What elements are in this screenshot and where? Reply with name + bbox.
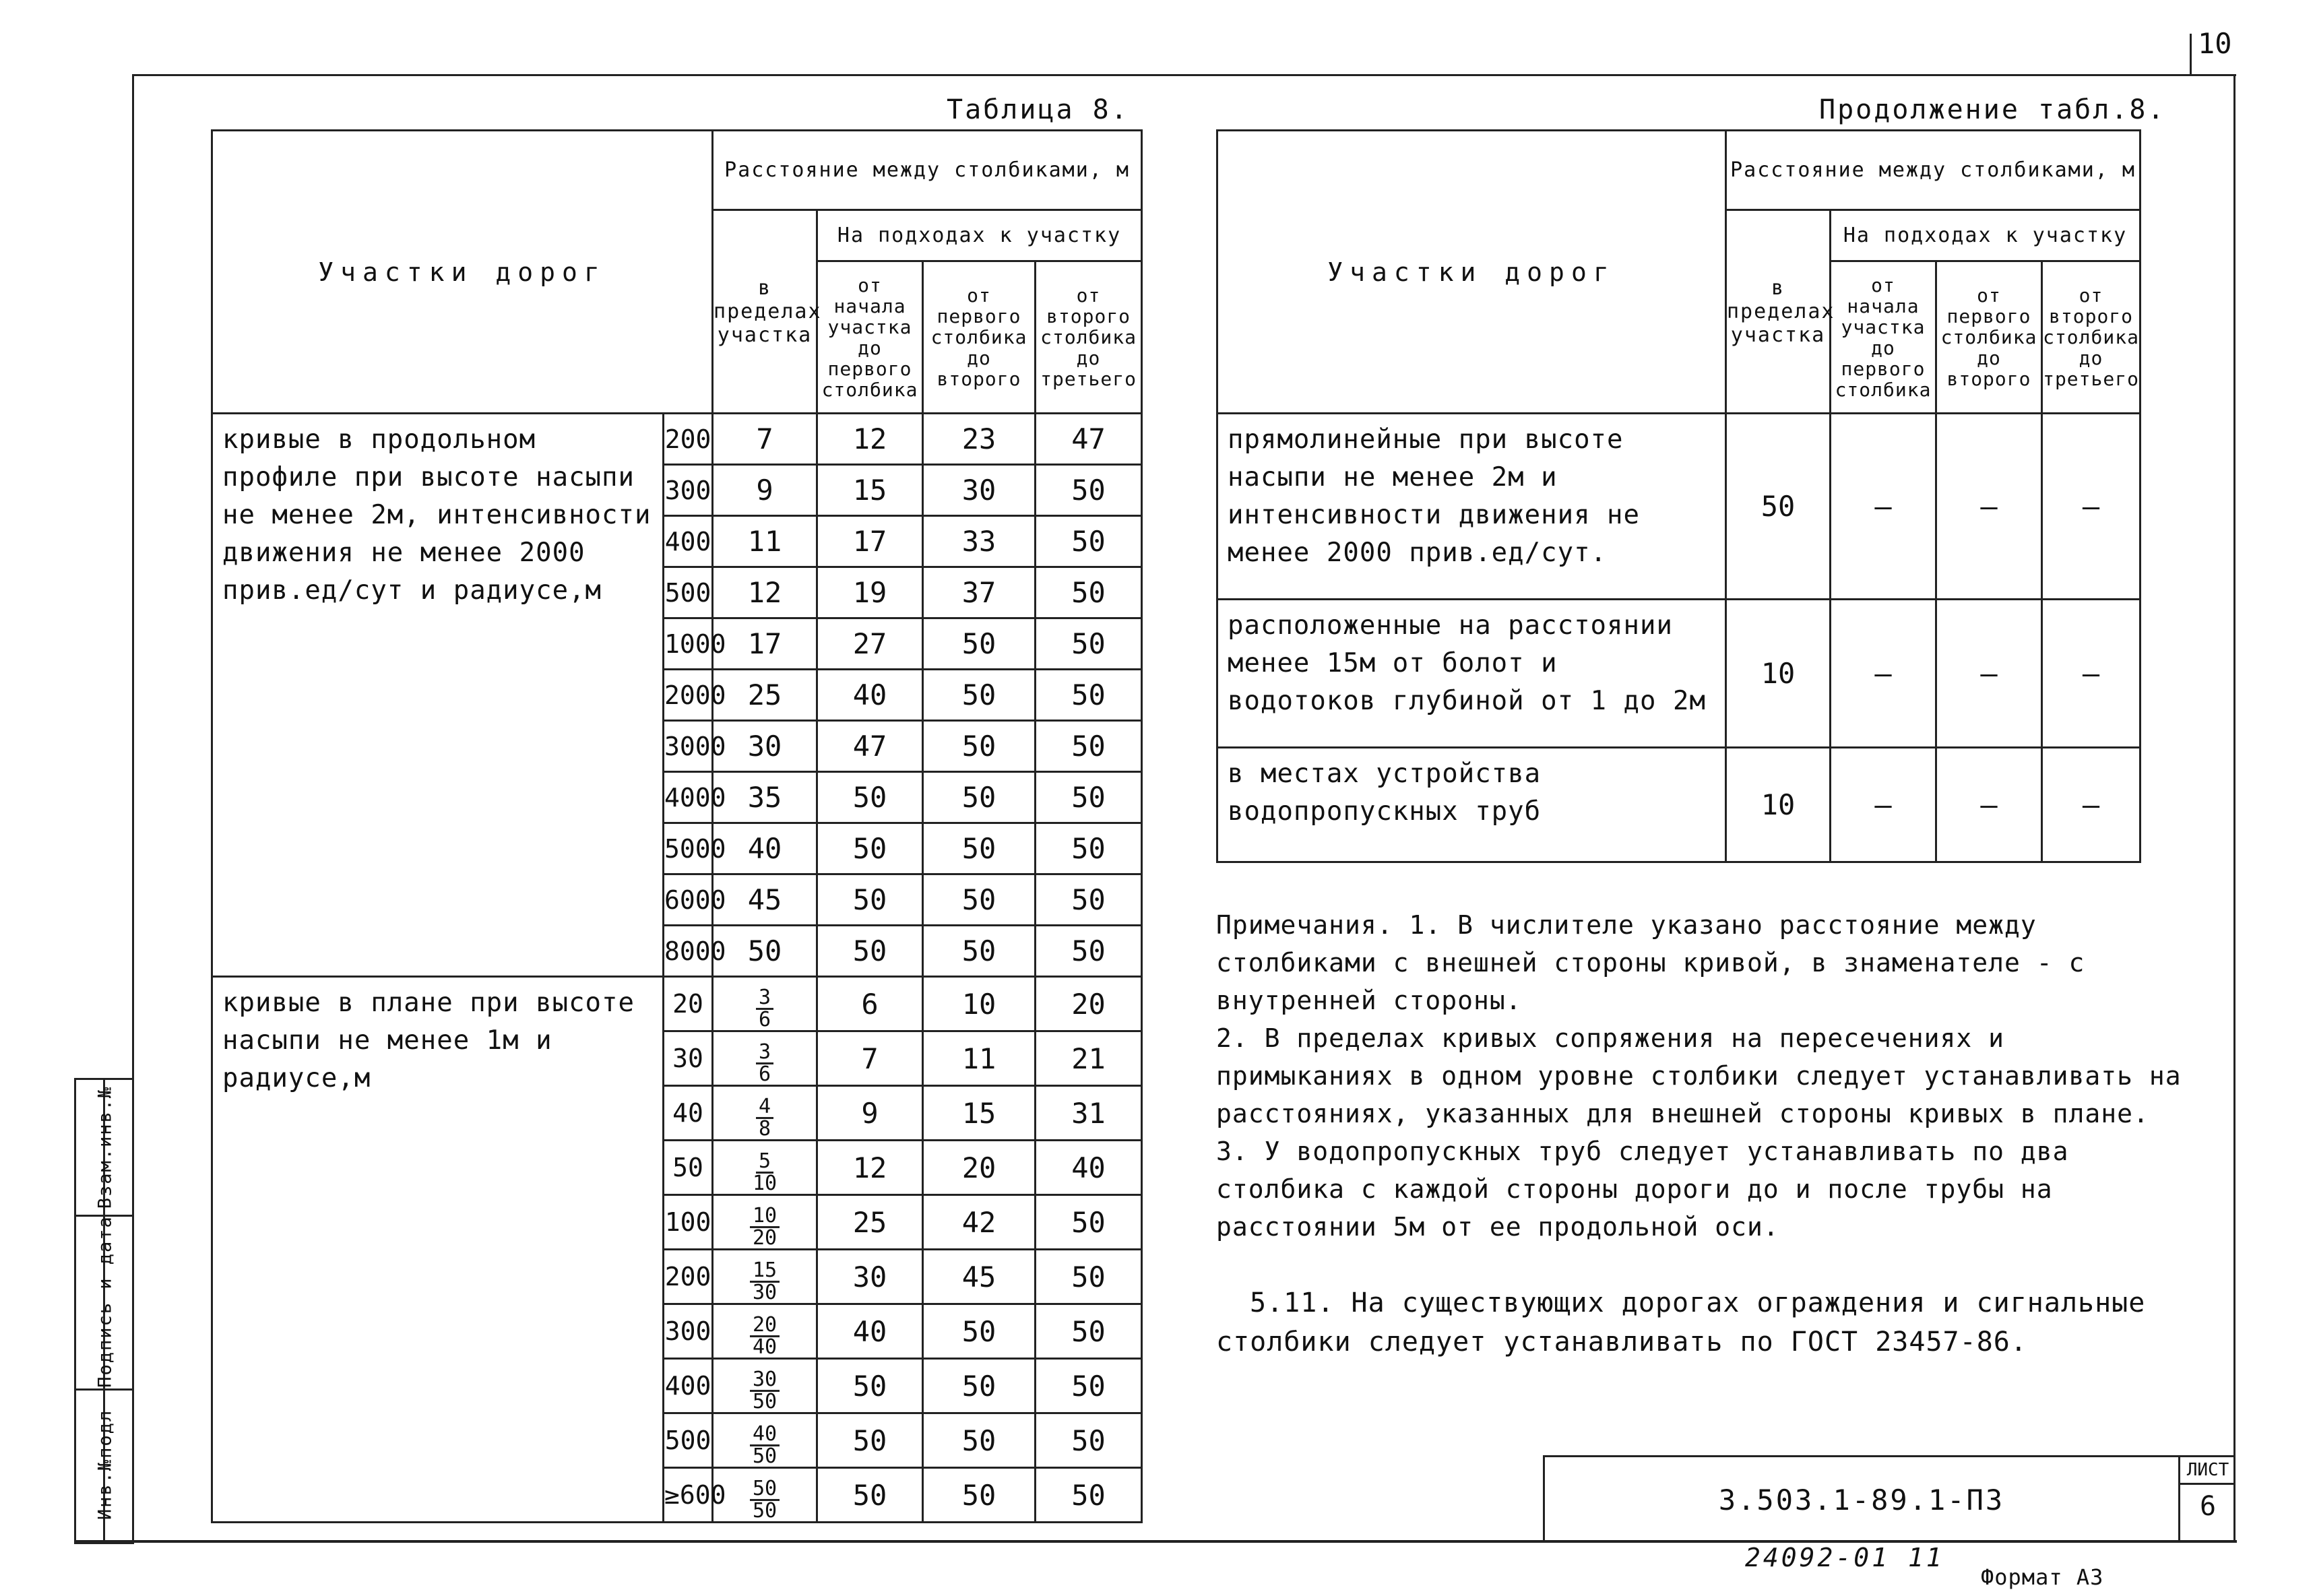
value-second: — bbox=[1936, 414, 2042, 600]
radius: 1000 bbox=[664, 618, 713, 670]
denominator: 8 bbox=[758, 1117, 771, 1141]
value-third: — bbox=[2042, 414, 2140, 600]
page-number: 10 bbox=[2198, 27, 2232, 60]
value-second: 42 bbox=[923, 1195, 1036, 1250]
value-third: 50 bbox=[1036, 567, 1142, 618]
group2-description: кривые в плане при высоте насыпи не менее 1м и радиусе,м bbox=[212, 977, 664, 1523]
value-third: 50 bbox=[1036, 465, 1142, 516]
value-third: 50 bbox=[1036, 823, 1142, 874]
value-first: 30 bbox=[817, 1250, 923, 1304]
header-sections: Участки дорог bbox=[212, 131, 713, 414]
value-first: 50 bbox=[817, 823, 923, 874]
archive-code: 24092-01 11 bbox=[1745, 1543, 1944, 1572]
side-cell-podpis bbox=[76, 1215, 134, 1391]
value-third: 21 bbox=[1036, 1031, 1142, 1086]
radius: 20 bbox=[664, 977, 713, 1031]
radius: 400 bbox=[664, 516, 713, 567]
numerator: 3 bbox=[756, 1042, 773, 1064]
denominator: 10 bbox=[752, 1172, 778, 1195]
value-within-fraction bbox=[713, 1304, 817, 1359]
drawing-frame-right bbox=[2233, 74, 2235, 1541]
value-third: 50 bbox=[1036, 670, 1142, 721]
value-third: 20 bbox=[1036, 977, 1142, 1031]
value-second: 50 bbox=[923, 1468, 1036, 1523]
value-second: 10 bbox=[923, 977, 1036, 1031]
radius: 2000 bbox=[664, 670, 713, 721]
numerator: 50 bbox=[750, 1479, 780, 1501]
value-within-fraction bbox=[713, 1413, 817, 1468]
value-third: — bbox=[2042, 600, 2140, 748]
value-within: 7 bbox=[713, 414, 817, 465]
value-first: — bbox=[1831, 414, 1936, 600]
value-second: 50 bbox=[923, 618, 1036, 670]
header-approaches: На подходах к участку bbox=[817, 210, 1142, 261]
side-cell-vzam bbox=[76, 1080, 134, 1217]
radius: 400 bbox=[664, 1359, 713, 1413]
value-first: 12 bbox=[817, 414, 923, 465]
radius: 30 bbox=[664, 1031, 713, 1086]
row-description: прямолинейные при высоте насыпи не менее 2м и интенсивности движения не менее 2000 прив.ед/сут. bbox=[1217, 414, 1726, 600]
stamp-divider-h bbox=[2178, 1483, 2235, 1485]
radius: 50 bbox=[664, 1141, 713, 1195]
radius: 6000 bbox=[664, 874, 713, 926]
value-first: 9 bbox=[817, 1086, 923, 1141]
denominator: 50 bbox=[752, 1444, 778, 1468]
note-3: 3. У водопропускных труб следует устанавливать по два столбика с каждой стороны дороги до и после трубы на расстоянии 5м от ее продольной оси. bbox=[1216, 1137, 2069, 1242]
value-third: 50 bbox=[1036, 874, 1142, 926]
value-second: 50 bbox=[923, 1304, 1036, 1359]
radius: ≥600 bbox=[664, 1468, 713, 1523]
value-third: 50 bbox=[1036, 1195, 1142, 1250]
value-second: — bbox=[1936, 600, 2042, 748]
value-second: 50 bbox=[923, 1359, 1036, 1413]
value-second: 50 bbox=[923, 874, 1036, 926]
value-within: 25 bbox=[713, 670, 817, 721]
denominator: 50 bbox=[752, 1390, 778, 1413]
value-within-fraction bbox=[713, 977, 817, 1031]
value-second: 30 bbox=[923, 465, 1036, 516]
value-second: 33 bbox=[923, 516, 1036, 567]
value-within-fraction bbox=[713, 1195, 817, 1250]
title-stamp bbox=[1543, 1455, 2235, 1542]
table-row bbox=[1217, 414, 2140, 600]
header-col-first: от начала участка до первого столбика bbox=[817, 261, 923, 414]
value-first: 15 bbox=[817, 465, 923, 516]
value-second: 45 bbox=[923, 1250, 1036, 1304]
right-table-caption: Продолжение табл.8. bbox=[1819, 94, 2166, 125]
radius: 40 bbox=[664, 1086, 713, 1141]
numerator: 20 bbox=[750, 1315, 780, 1337]
numerator: 4 bbox=[756, 1097, 773, 1119]
value-second: 37 bbox=[923, 567, 1036, 618]
header-sections: Участки дорог bbox=[1217, 131, 1726, 414]
value-within: 50 bbox=[1726, 414, 1831, 600]
table-row bbox=[1217, 600, 2140, 748]
numerator: 30 bbox=[750, 1370, 780, 1392]
value-third: 50 bbox=[1036, 721, 1142, 772]
value-first: 50 bbox=[817, 1413, 923, 1468]
value-third: 50 bbox=[1036, 618, 1142, 670]
left-table-caption: Таблица 8. bbox=[947, 94, 1129, 125]
denominator: 30 bbox=[752, 1281, 778, 1304]
sheet-label: ЛИСТ bbox=[2186, 1460, 2229, 1480]
header-within: в пределах участка bbox=[713, 210, 817, 414]
value-second: 50 bbox=[923, 721, 1036, 772]
header-within: в пределах участка bbox=[1726, 210, 1831, 414]
value-second: — bbox=[1936, 748, 2042, 862]
header-col-third: от второго столбика до третьего bbox=[2042, 261, 2140, 414]
value-within: 40 bbox=[713, 823, 817, 874]
notes bbox=[1216, 906, 2186, 1246]
radius: 300 bbox=[664, 1304, 713, 1359]
value-third: 50 bbox=[1036, 1413, 1142, 1468]
value-second: 50 bbox=[923, 670, 1036, 721]
value-third: 50 bbox=[1036, 1468, 1142, 1523]
value-within: 45 bbox=[713, 874, 817, 926]
radius: 300 bbox=[664, 465, 713, 516]
value-third: 50 bbox=[1036, 1304, 1142, 1359]
value-second: 23 bbox=[923, 414, 1036, 465]
side-cell-inv bbox=[76, 1388, 134, 1540]
value-first: 50 bbox=[817, 926, 923, 977]
value-first: 27 bbox=[817, 618, 923, 670]
radius: 3000 bbox=[664, 721, 713, 772]
denominator: 6 bbox=[758, 1062, 771, 1086]
value-third: 40 bbox=[1036, 1141, 1142, 1195]
radius: 8000 bbox=[664, 926, 713, 977]
value-first: 12 bbox=[817, 1141, 923, 1195]
value-within: 17 bbox=[713, 618, 817, 670]
value-first: 17 bbox=[817, 516, 923, 567]
table-row bbox=[1217, 748, 2140, 862]
value-second: 15 bbox=[923, 1086, 1036, 1141]
side-stamp bbox=[74, 1078, 134, 1544]
radius: 5000 bbox=[664, 823, 713, 874]
header-col-second: от первого столбика до второго bbox=[923, 261, 1036, 414]
row-description: в местах устройства водопропускных труб bbox=[1217, 748, 1726, 862]
value-first: 40 bbox=[817, 1304, 923, 1359]
stamp-divider bbox=[2178, 1457, 2180, 1542]
side-label-inv: Инв.№подл bbox=[94, 1409, 116, 1520]
value-first: 40 bbox=[817, 670, 923, 721]
document-code: 3.503.1-89.1-ПЗ bbox=[1718, 1483, 2005, 1517]
header-distance: Расстояние между столбиками, м bbox=[713, 131, 1142, 210]
radius: 500 bbox=[664, 1413, 713, 1468]
value-third: 47 bbox=[1036, 414, 1142, 465]
value-second: 50 bbox=[923, 823, 1036, 874]
value-within: 30 bbox=[713, 721, 817, 772]
value-second: 50 bbox=[923, 1413, 1036, 1468]
section-5-11: 5.11. На существующих дорогах ограждения и сигнальные столбики следует устанавливать по ГОСТ 23457-86. bbox=[1216, 1287, 2146, 1358]
radius: 200 bbox=[664, 1250, 713, 1304]
sheet-number: 6 bbox=[2199, 1491, 2217, 1522]
value-first: 50 bbox=[817, 1468, 923, 1523]
value-within-fraction bbox=[713, 1031, 817, 1086]
row-description: расположенные на расстоянии менее 15м от болот и водотоков глубиной от 1 до 2м bbox=[1217, 600, 1726, 748]
numerator: 10 bbox=[750, 1206, 780, 1228]
table-8-continuation bbox=[1216, 129, 2141, 863]
radius: 500 bbox=[664, 567, 713, 618]
value-first: 50 bbox=[817, 874, 923, 926]
value-first: 6 bbox=[817, 977, 923, 1031]
value-within: 50 bbox=[713, 926, 817, 977]
side-label-vzam: Взам.инв.№ bbox=[94, 1085, 116, 1209]
note-2: 2. В пределах кривых сопряжения на пересечениях и примыканиях в одном уровне столбики следует устанавливать на расстояниях, указанных для внешней стороны кривых в плане. bbox=[1216, 1023, 2182, 1128]
value-within: 10 bbox=[1726, 600, 1831, 748]
page-number-divider bbox=[2190, 34, 2192, 74]
value-first: 7 bbox=[817, 1031, 923, 1086]
value-within: 12 bbox=[713, 567, 817, 618]
value-third: 50 bbox=[1036, 1250, 1142, 1304]
numerator: 15 bbox=[750, 1260, 780, 1283]
value-first: 50 bbox=[817, 1359, 923, 1413]
value-first: 19 bbox=[817, 567, 923, 618]
value-within-fraction bbox=[713, 1141, 817, 1195]
value-within: 9 bbox=[713, 465, 817, 516]
group1-description: кривые в продольном профиле при высоте насыпи не менее 2м, интенсивности движения не менее 2000 прив.ед/сут и радиусе,м bbox=[212, 414, 664, 977]
value-first: — bbox=[1831, 600, 1936, 748]
table-8 bbox=[211, 129, 1143, 1523]
header-col-third: от второго столбика до третьего bbox=[1036, 261, 1142, 414]
value-second: 50 bbox=[923, 926, 1036, 977]
side-label-podpis: Подпись и дата bbox=[94, 1215, 116, 1388]
value-third: 50 bbox=[1036, 1359, 1142, 1413]
value-first: 25 bbox=[817, 1195, 923, 1250]
denominator: 20 bbox=[752, 1226, 778, 1250]
paper-format: Формат А3 bbox=[1981, 1564, 2104, 1590]
header-col-first: от начала участка до первого столбика bbox=[1831, 261, 1936, 414]
value-first: 50 bbox=[817, 772, 923, 823]
denominator: 6 bbox=[758, 1008, 771, 1031]
numerator: 5 bbox=[756, 1151, 773, 1174]
value-third: 50 bbox=[1036, 926, 1142, 977]
radius: 200 bbox=[664, 414, 713, 465]
numerator: 3 bbox=[756, 988, 773, 1010]
value-second: 20 bbox=[923, 1141, 1036, 1195]
value-second: 50 bbox=[923, 772, 1036, 823]
table-row bbox=[212, 414, 1142, 465]
header-distance: Расстояние между столбиками, м bbox=[1726, 131, 2140, 210]
value-third: 50 bbox=[1036, 516, 1142, 567]
radius: 100 bbox=[664, 1195, 713, 1250]
value-second: 11 bbox=[923, 1031, 1036, 1086]
value-third: 50 bbox=[1036, 772, 1142, 823]
value-first: — bbox=[1831, 748, 1936, 862]
value-within-fraction bbox=[713, 1359, 817, 1413]
header-col-second: от первого столбика до второго bbox=[1936, 261, 2042, 414]
value-within-fraction bbox=[713, 1086, 817, 1141]
value-first: 47 bbox=[817, 721, 923, 772]
value-within: 11 bbox=[713, 516, 817, 567]
value-within: 35 bbox=[713, 772, 817, 823]
value-within: 10 bbox=[1726, 748, 1831, 862]
denominator: 40 bbox=[752, 1335, 778, 1359]
value-within-fraction bbox=[713, 1468, 817, 1523]
header-approaches: На подходах к участку bbox=[1831, 210, 2140, 261]
note-1: Примечания. 1. В числителе указано расстояние между столбиками с внешней стороны кривой, в знаменателе - с внутренней стороны. bbox=[1216, 910, 2085, 1015]
denominator: 50 bbox=[752, 1499, 778, 1523]
value-third: 31 bbox=[1036, 1086, 1142, 1141]
value-within-fraction bbox=[713, 1250, 817, 1304]
radius: 4000 bbox=[664, 772, 713, 823]
numerator: 40 bbox=[750, 1424, 780, 1446]
value-third: — bbox=[2042, 748, 2140, 862]
table-row bbox=[212, 977, 1142, 1031]
